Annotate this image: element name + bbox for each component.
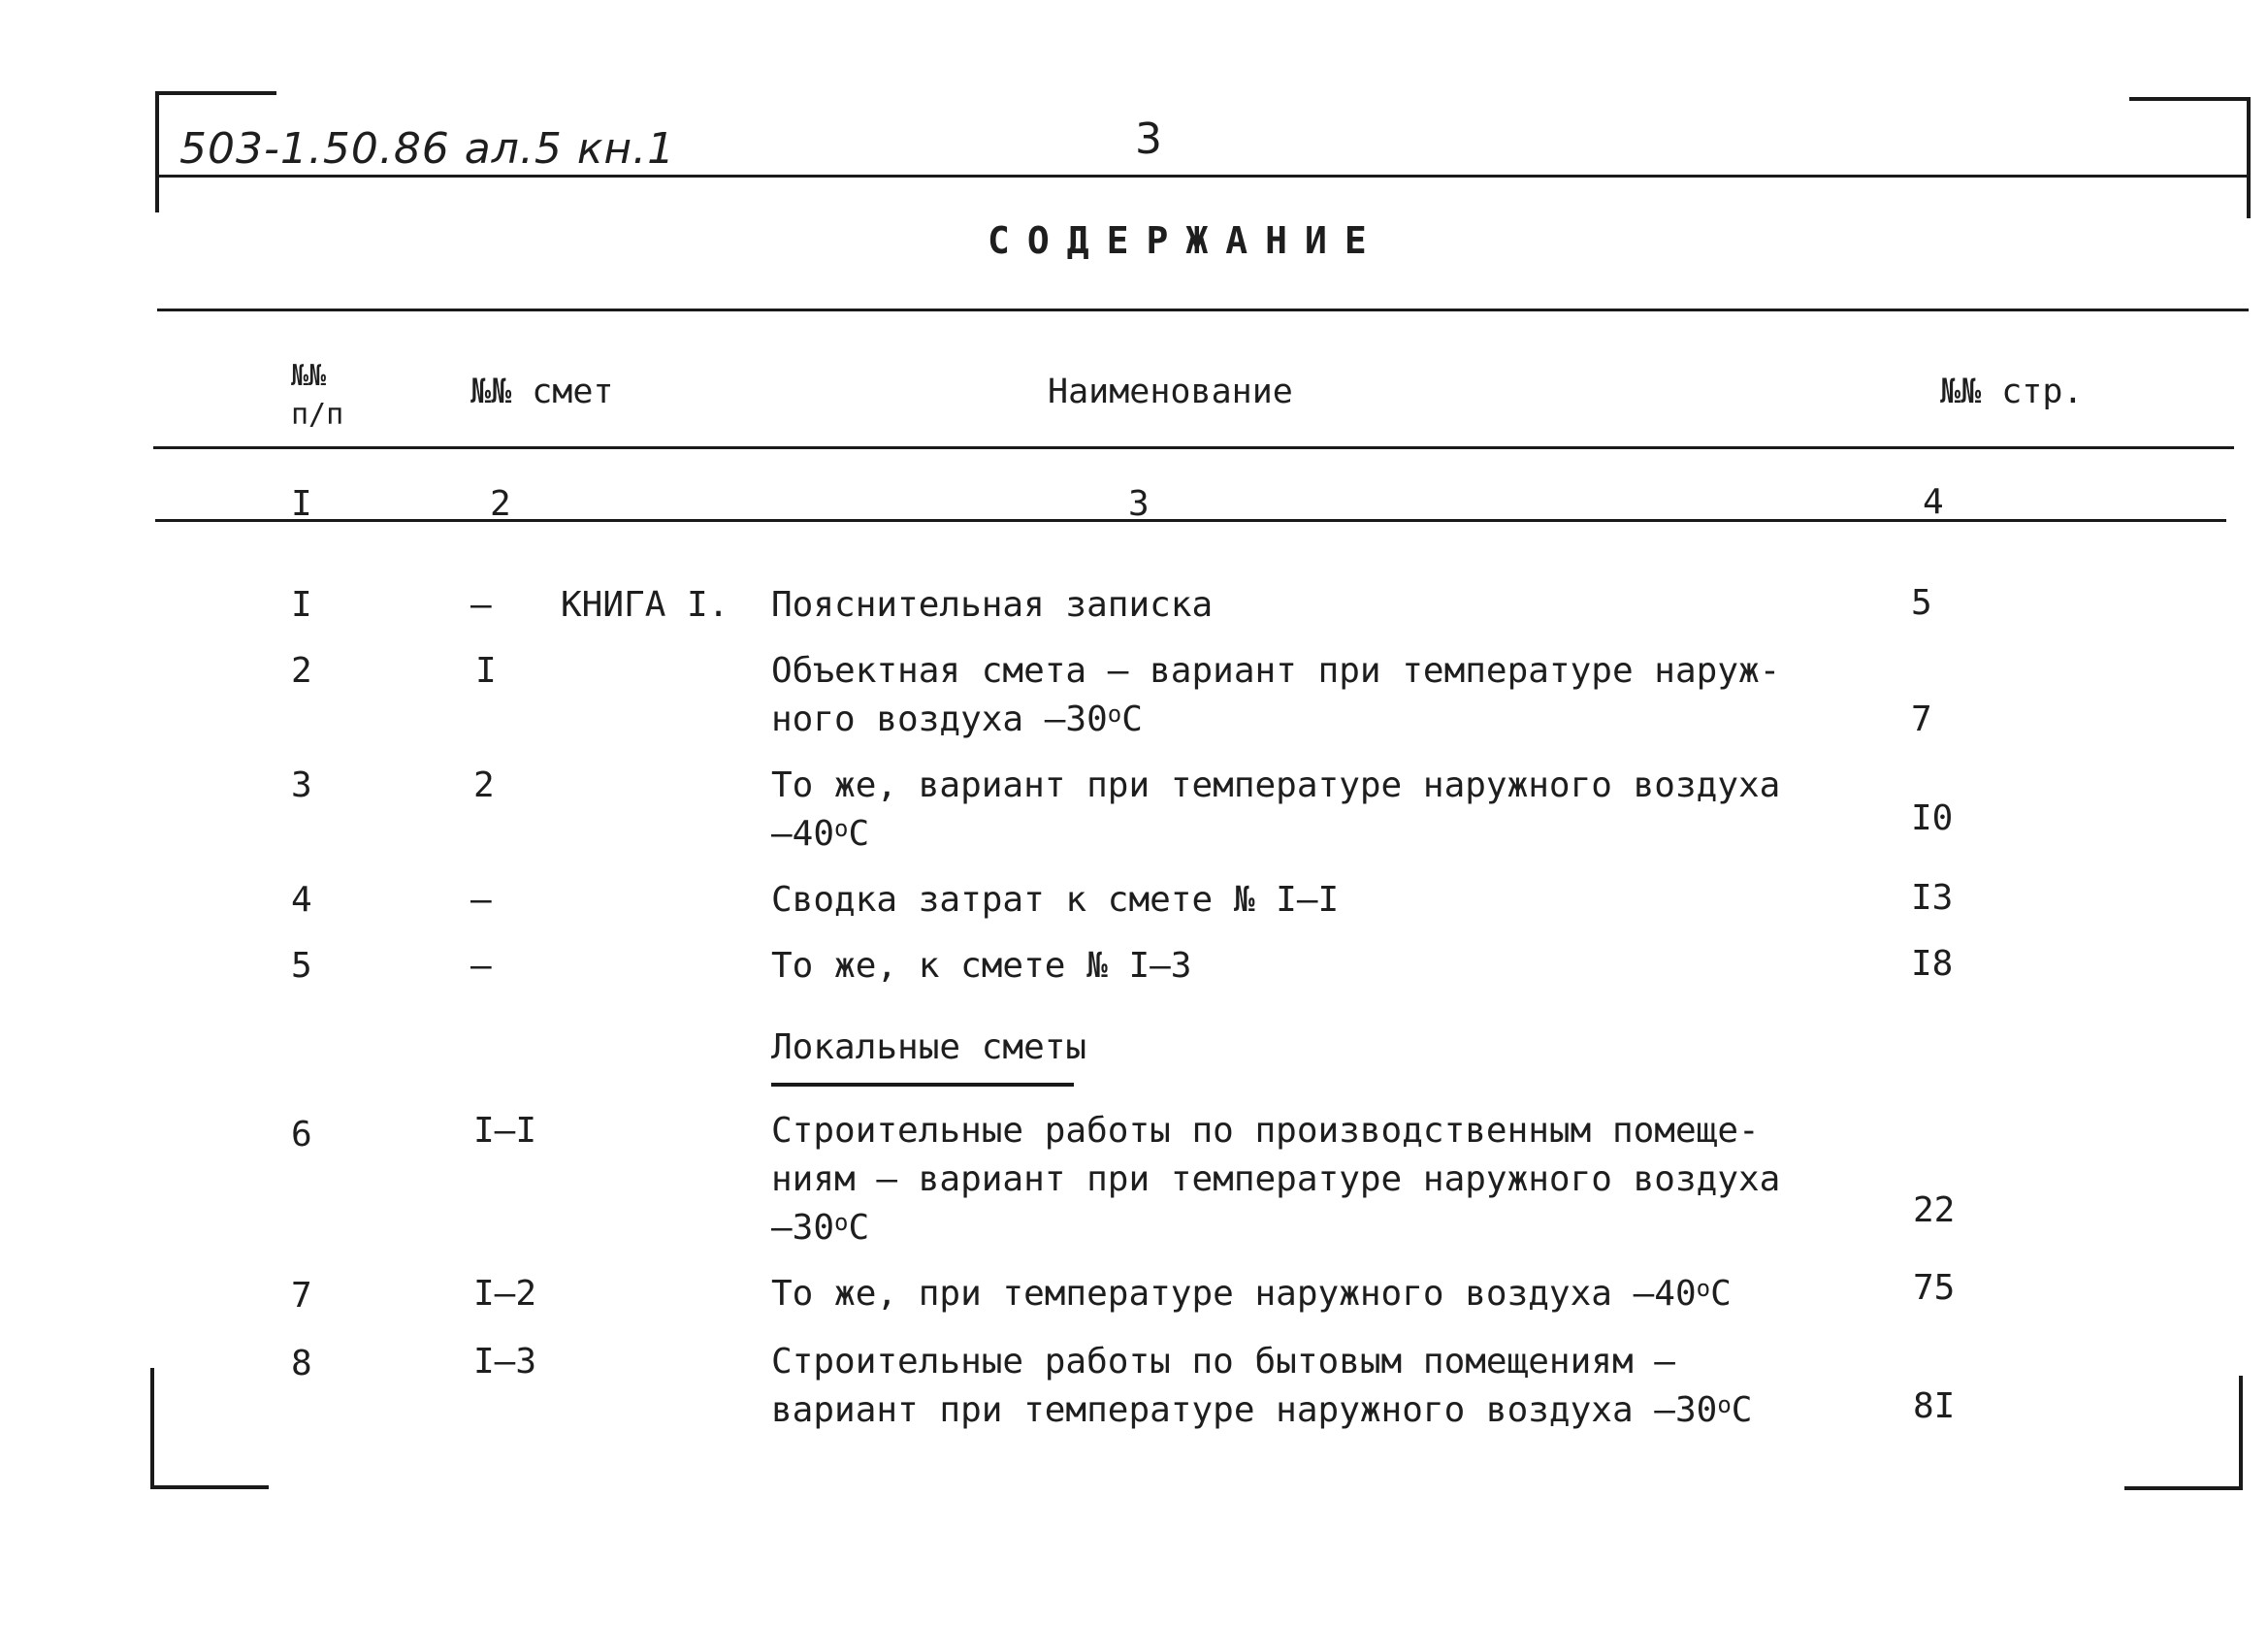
frame-top-right-h bbox=[2129, 97, 2251, 101]
row-6-name-line-3 bbox=[771, 1203, 869, 1253]
frame-bottom-right-v bbox=[2239, 1376, 2243, 1490]
row-5-smeta: – bbox=[470, 946, 492, 986]
degree-mark: o bbox=[1107, 700, 1122, 728]
unit: C bbox=[848, 1208, 870, 1248]
column-header-name: Наименование bbox=[1048, 373, 1293, 411]
row-8-num: 8 bbox=[291, 1344, 312, 1383]
document-code: 503-1.50.86 ал.5 кн.1 bbox=[179, 124, 676, 174]
frame-bottom-right-h bbox=[2124, 1486, 2243, 1490]
degree-mark: o bbox=[834, 815, 849, 842]
column-header-num-label: №№ п/п bbox=[291, 359, 344, 432]
row-1-page: 5 bbox=[1911, 583, 1932, 623]
row-3-name-line-1: То же, вариант при температуре наружного воздуха bbox=[771, 765, 1781, 805]
row-8-name-line-2-text: вариант при температуре наружного воздуха –30 bbox=[771, 1390, 1718, 1430]
row-3-name-line-2-text: –40 bbox=[771, 814, 835, 854]
row-3-num: 3 bbox=[291, 765, 312, 805]
frame-top-left-h bbox=[155, 91, 276, 95]
row-6-name-line-1: Строительные работы по производственным помеще- bbox=[771, 1111, 1760, 1151]
row-4-name-line-1: Сводка затрат к смете № I–I bbox=[771, 880, 1340, 920]
frame-top-right-v bbox=[2247, 97, 2251, 218]
column-number-2: 2 bbox=[490, 484, 511, 524]
row-7-name-line-1 bbox=[771, 1269, 1732, 1319]
row-4-page: I3 bbox=[1911, 878, 1954, 918]
column-number-4: 4 bbox=[1923, 482, 1944, 522]
row-2-num: 2 bbox=[291, 651, 312, 691]
row-3-smeta: 2 bbox=[473, 765, 495, 805]
row-6-name-line-2: ниям – вариант при температуре наружного воздуха bbox=[771, 1159, 1781, 1199]
frame-top-left-v bbox=[155, 91, 159, 212]
row-7-num: 7 bbox=[291, 1276, 312, 1316]
section-heading-underline bbox=[771, 1083, 1074, 1087]
unit: C bbox=[1710, 1274, 1732, 1314]
degree-mark: o bbox=[1696, 1275, 1711, 1302]
row-3-page: I0 bbox=[1911, 798, 1954, 838]
row-7-name-line-1-text: То же, при температуре наружного воздуха –40 bbox=[771, 1274, 1697, 1314]
row-5-num: 5 bbox=[291, 946, 312, 986]
row-4-num: 4 bbox=[291, 880, 312, 920]
row-4-smeta: – bbox=[470, 880, 492, 920]
row-1-num: I bbox=[291, 585, 312, 625]
row-1-smeta: – bbox=[470, 585, 492, 625]
row-7-page: 75 bbox=[1913, 1268, 1956, 1308]
row-6-smeta: I–I bbox=[473, 1111, 537, 1151]
unit: C bbox=[1731, 1390, 1753, 1430]
column-number-3: 3 bbox=[1128, 484, 1150, 524]
frame-bottom-left-v bbox=[150, 1368, 154, 1489]
row-2-name-line-2-text: ного воздуха –30 bbox=[771, 699, 1108, 739]
row-5-page: I8 bbox=[1911, 944, 1954, 984]
degree-mark: o bbox=[834, 1209, 849, 1236]
row-2-name-line-2 bbox=[771, 695, 1143, 745]
colnum-bottom-rule bbox=[155, 519, 2226, 522]
header-bottom-rule bbox=[153, 446, 2234, 449]
row-6-name-line-3-text: –30 bbox=[771, 1208, 835, 1248]
row-5-name-line-1: То же, к смете № I–3 bbox=[771, 946, 1192, 986]
row-8-page: 8I bbox=[1913, 1386, 1956, 1426]
unit: C bbox=[1121, 699, 1143, 739]
unit: C bbox=[848, 814, 870, 854]
section-heading: Локальные сметы bbox=[771, 1027, 1087, 1067]
column-number-1: I bbox=[291, 484, 312, 524]
column-header-num bbox=[291, 357, 369, 435]
table-top-rule bbox=[157, 309, 2249, 311]
stamp-line bbox=[157, 175, 2249, 178]
row-2-smeta: I bbox=[475, 651, 497, 691]
row-7-smeta: I–2 bbox=[473, 1274, 537, 1314]
row-8-name-line-1: Строительные работы по бытовым помещениям – bbox=[771, 1342, 1675, 1382]
column-header-page: №№ стр. bbox=[1940, 373, 2084, 411]
row-6-num: 6 bbox=[291, 1115, 312, 1154]
row-2-name-line-1: Объектная смета – вариант при температуре наруж- bbox=[771, 651, 1781, 691]
page-number: 3 bbox=[1135, 114, 1163, 164]
row-8-smeta: I–3 bbox=[473, 1342, 537, 1382]
row-2-page: 7 bbox=[1911, 699, 1932, 739]
degree-mark: o bbox=[1717, 1391, 1732, 1418]
page-title: СОДЕРЖАНИЕ bbox=[988, 219, 1384, 262]
frame-bottom-left-h bbox=[150, 1485, 269, 1489]
row-3-name-line-2 bbox=[771, 809, 869, 860]
row-6-page: 22 bbox=[1913, 1190, 1956, 1230]
row-1-name-line-1: Пояснительная записка bbox=[771, 585, 1214, 625]
column-header-smeta: №№ смет bbox=[470, 373, 614, 411]
book-label: КНИГА I. bbox=[561, 585, 729, 625]
row-8-name-line-2 bbox=[771, 1385, 1752, 1436]
